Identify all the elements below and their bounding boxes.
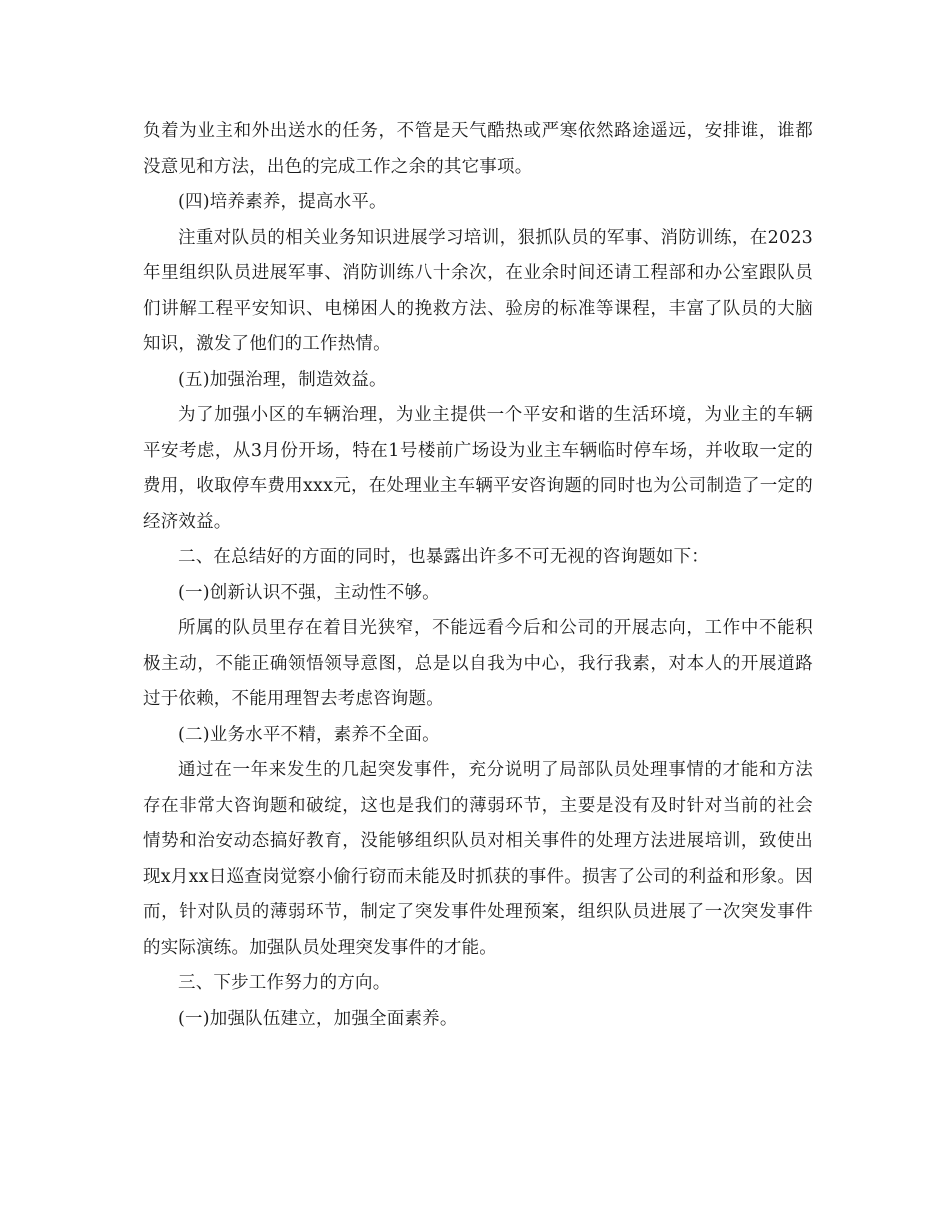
document-body [143,114,813,1037]
section-heading: 二、在总结好的方面的同时，也暴露出许多不可无视的咨询题如下： [178,547,709,567]
section-heading: (四)培养素养，提高水平。 [178,192,387,212]
section-heading: (二)业务水平不精，素养不全面。 [178,724,440,745]
section-heading: (一)创新认识不强，主动性不够。 [178,582,440,603]
body-paragraph: 通过在一年来发生的几起突发事件，充分说明了局部队员处理事情的才能和方法存在非常大咨询题和破绽，这也是我们的薄弱环节，主要是没有及时针对当前的社会情势和治安动态搞好教育，没能够组织队员对相关事件的处理方法进展培训，致使出现x月xx日巡查岗觉察小偷行窃而未能及时抓获的事件。损害了公司的利益和形象。因而，针对队员的薄弱环节，制定了突发事件处理预案，组织队员进展了一次突发事件的实际演练。加强队员处理突发事件的才能。 [143,760,813,958]
body-paragraph: 负着为业主和外出送水的任务，不管是天气酷热或严寒依然路途遥远，安排谁，谁都没意见和方法，出色的完成工作之余的其它事项。 [143,121,813,177]
section-heading: (一)加强队伍建立，加强全面素养。 [178,1008,458,1029]
body-paragraph: 所属的队员里存在着目光狭窄，不能远看今后和公司的开展志向，工作中不能积极主动，不能正确领悟领导意图，总是以自我为中心，我行我素，对本人的开展道路过于依赖，不能用理智去考虑咨询题。 [143,618,813,709]
section-heading: 三、下步工作努力的方向。 [178,973,391,993]
body-paragraph: 注重对队员的相关业务知识进展学习培训，狠抓队员的军事、消防训练，在2023年里组织队员进展军事、消防训练八十余次，在业余时间还请工程部和办公室跟队员们讲解工程平安知识、电梯困人的挽救方法、验房的标准等课程，丰富了队员的大脑知识，激发了他们的工作热情。 [143,227,813,354]
section-heading: (五)加强治理，制造效益。 [178,369,387,390]
body-paragraph: 为了加强小区的车辆治理，为业主提供一个平安和谐的生活环境，为业主的车辆平安考虑，从3月份开场，特在1号楼前广场设为业主车辆临时停车场，并收取一定的费用，收取停车费用xxx元，在处理业主车辆平安咨询题的同时也为公司制造了一定的经济效益。 [143,405,813,532]
